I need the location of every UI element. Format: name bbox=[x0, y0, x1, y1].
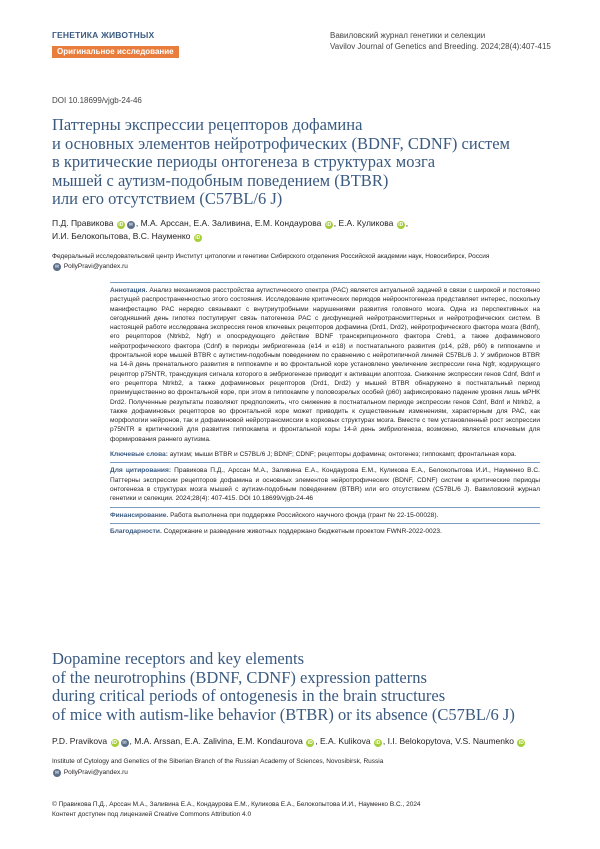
title-ru-line: Паттерны экспрессии рецепторов дофамина bbox=[52, 115, 363, 134]
author-name: П.Д. Правикова bbox=[52, 218, 114, 228]
funding bbox=[110, 507, 540, 523]
abstract-box bbox=[110, 282, 540, 539]
title-en-line: of mice with autism-like behavior (BTBR) or its absence (C57BL/6 J) bbox=[52, 704, 515, 724]
orcid-icon[interactable]: iD bbox=[326, 222, 332, 228]
title-ru-line: мышей с аутизм-подобным поведением (BTBR) bbox=[52, 170, 389, 190]
title-en-line: Dopamine receptors and key elements bbox=[52, 649, 304, 668]
abstract-label: Аннотация. bbox=[110, 287, 148, 294]
abstract-text: Анализ механизмов расстройства аутистического спектра (РАС) является актуальной задачей в связи с широкой и постоянно растущей распространенностью этого состояния. Исследование критических периодов нейроонтогенеза представляет интерес, поскольку манифестацию РАС нередко связывают с внутриутробными нарушениями развития головного мозга. Одна из перспективных на сегодняшний день гипотез постулирует связь патогенеза РАС с дисфункцией нейротрансмиттерных и нейротрофических систем. В настоящей работе исследована экспрессия генов ключевых рецепторов дофамина (Drd1, Drd2), нейротрофического фактора мозга (Bdnf), его рецепторов (Ntrkb2, Ngfr) и опосредующего действие BDNF транскрипционного фактора Creb1, а также дофаминового нейротрофического фактора (Cdnf) в периоды эмбриогенеза (e14 и e18) и постнатального развития (p14, p28, p60) в гиппокампе и фронтальной коре мышей BTBR с аутистим-подобным поведением по сравнению с нейротипичной линией C57BL/6 J. У эмбрионов BTBR на 14-й день пренатального развития в гиппокампе и во фронтальной коре установлено увеличение экспрессии гена Ngfr, кодирующего рецептор p75NTR, трансдукция сигнала которого в эмбриогенезе приводит к активации апоптоза. Снижение экспрессии генов Cdnf, Bdnf и его рецептора Ntrkb2, а также дофаминовых рецепторов (Drd1, Drd2) у мышей BTBR обнаружено в постнатальный период преимущественно во фронтальной коре, при этом в гиппокампе у половозрелых особей (p60) зафиксировано падение уровня лишь мРНК Drd2. Полученные результаты позволяют предположить, что снижение в постнатальном периоде экспрессии генов Cdnf, Bdnf и Ntrkb2, а также дофаминовых рецепторов во фронтальной коре может приводить к существенным изменениям, характерным для РАС, как морфологии нейронов, так и дофаминовой нейротрансмиссии в корковых структурах мозга. Вместе с тем установленный рост экспрессии p75NTR в критический для развития гиппокампа и фронтальной коры 14-й день эмбриогенеза, возможно, является ключевым для формирования раннего аутизма. bbox=[110, 287, 541, 443]
citation bbox=[110, 462, 540, 506]
orcid-icon[interactable]: iD bbox=[375, 740, 381, 746]
abstract bbox=[110, 283, 540, 447]
authors-en bbox=[52, 735, 572, 748]
authors-ru-line-1 bbox=[52, 217, 572, 230]
orcid-icon[interactable]: iD bbox=[518, 740, 524, 746]
keywords-text: аутизм; мыши BTBR и C57BL/6 J; BDNF; CDNF; рецепторы дофамина; онтогенез; гиппокамп; фронтальная кора. bbox=[169, 451, 517, 459]
title-ru-line: в критические периоды онтогенеза в структурах мозга bbox=[52, 152, 436, 171]
citation-text: Правикова П.Д., Арссан М.А., Заливина Е.А., Кондаурова Е.М., Куликова Е.А., Белокопытова И.И., Науменко В.С. Паттерны экспрессии рецепторов дофамина и основных элементов нейротрофических (BDNF, CDNF) систем в критические периоды онтогенеза в структурах мозга мышей с аутизм-подобным поведением (BTBR) или его отсутствием (C57BL/6 J). Вавиловский журнал генетики и селекции. 2024;28(4): 407-415. DOI 10.18699/vjgb-24-46 bbox=[110, 467, 540, 503]
affiliation-en: Institute of Cytology and Genetics of the Siberian Branch of the Russian Academy of Sciences, Novosibirsk, Russia bbox=[52, 758, 384, 765]
header-left bbox=[52, 30, 179, 59]
affiliation-ru: Федеральный исследовательский центр Институт цитологии и генетики Сибирского отделения Российской академии наук, Новосибирск, Россия bbox=[52, 253, 490, 260]
journal-topic: ГЕНЕТИКА ЖИВОТНЫХ bbox=[52, 30, 155, 40]
orcid-icon[interactable]: iD bbox=[118, 222, 124, 228]
email-link[interactable]: PollyPravi@yandex.ru bbox=[63, 769, 128, 776]
footer bbox=[52, 800, 421, 820]
email-line-ru bbox=[52, 263, 128, 271]
author-names: , I.I. Belokopytova, V.S. Naumenko bbox=[382, 736, 514, 746]
orcid-icon[interactable]: iD bbox=[307, 740, 313, 746]
header-right bbox=[330, 30, 551, 52]
title-ru-line: и основных элементов нейротрофических (BDNF, CDNF) систем bbox=[52, 133, 510, 153]
orcid-icon[interactable]: iD bbox=[195, 235, 201, 241]
authors-ru bbox=[52, 217, 572, 243]
acknowledgements bbox=[110, 523, 540, 539]
section-badge: Оригинальное исследование bbox=[52, 46, 179, 58]
email-icon[interactable]: ✉ bbox=[122, 740, 127, 746]
acknowledgements-label: Благодарности. bbox=[110, 527, 162, 535]
copyright: © Правикова П.Д., Арссан М.А., Заливина Е.А., Кондаурова Е.М., Куликова Е.А., Белокопытова И.И., Науменко В.С., 2024 bbox=[52, 801, 421, 808]
license[interactable]: Контент доступен под лицензией Creative Commons Attribution 4.0 bbox=[52, 811, 252, 818]
email-icon: ✉ bbox=[54, 770, 60, 776]
author-names: , M.A. Arssan, E.A. Zalivina, E.M. Kondaurova bbox=[129, 736, 303, 746]
orcid-icon[interactable]: iD bbox=[398, 222, 404, 228]
title-ru bbox=[52, 116, 572, 209]
keywords bbox=[110, 447, 540, 462]
citation-label: Для цитирования: bbox=[110, 467, 172, 475]
title-en bbox=[52, 650, 582, 724]
authors-ru-line-2 bbox=[52, 230, 572, 243]
journal-name-en: Vavilov Journal of Genetics and Breeding. 2024;28(4):407-415 bbox=[330, 42, 551, 51]
email-icon: ✉ bbox=[54, 264, 60, 270]
author-sep: , bbox=[405, 218, 409, 228]
title-en-line: during critical periods of ontogenesis in the brain structures bbox=[52, 686, 446, 705]
author-names: И.И. Белокопытова, В.С. Науменко bbox=[52, 231, 191, 241]
doi[interactable]: DOI 10.18699/vjgb-24-46 bbox=[52, 96, 142, 105]
title-ru-line: или его отсутствием (C57BL/6 J) bbox=[52, 189, 283, 208]
author-name: , E.A. Kulikova bbox=[315, 736, 371, 746]
title-en-line: of the neurotrophins (BDNF, CDNF) expression patterns bbox=[52, 667, 427, 687]
email-line-en bbox=[52, 769, 128, 777]
funding-label: Финансирование. bbox=[110, 511, 169, 519]
journal-name-ru: Вавиловский журнал генетики и селекции bbox=[330, 31, 486, 40]
author-name: P.D. Pravikova bbox=[52, 736, 108, 746]
funding-text: Работа выполнена при поддержке Российского научного фонда (грант № 22-15-00028). bbox=[170, 511, 439, 519]
email-link[interactable]: PollyPravi@yandex.ru bbox=[63, 263, 128, 270]
author-names: , М.А. Арссан, Е.А. Заливина, Е.М. Кондаурова bbox=[135, 218, 322, 228]
orcid-icon[interactable]: iD bbox=[112, 740, 117, 746]
author-name: , Е.А. Куликова bbox=[333, 218, 394, 228]
keywords-label: Ключевые слова: bbox=[110, 451, 168, 459]
email-icon[interactable]: ✉ bbox=[128, 222, 133, 228]
acknowledgements-text: Содержание и разведение животных поддержано бюджетным проектом FWNR-2022-0023. bbox=[163, 527, 442, 535]
